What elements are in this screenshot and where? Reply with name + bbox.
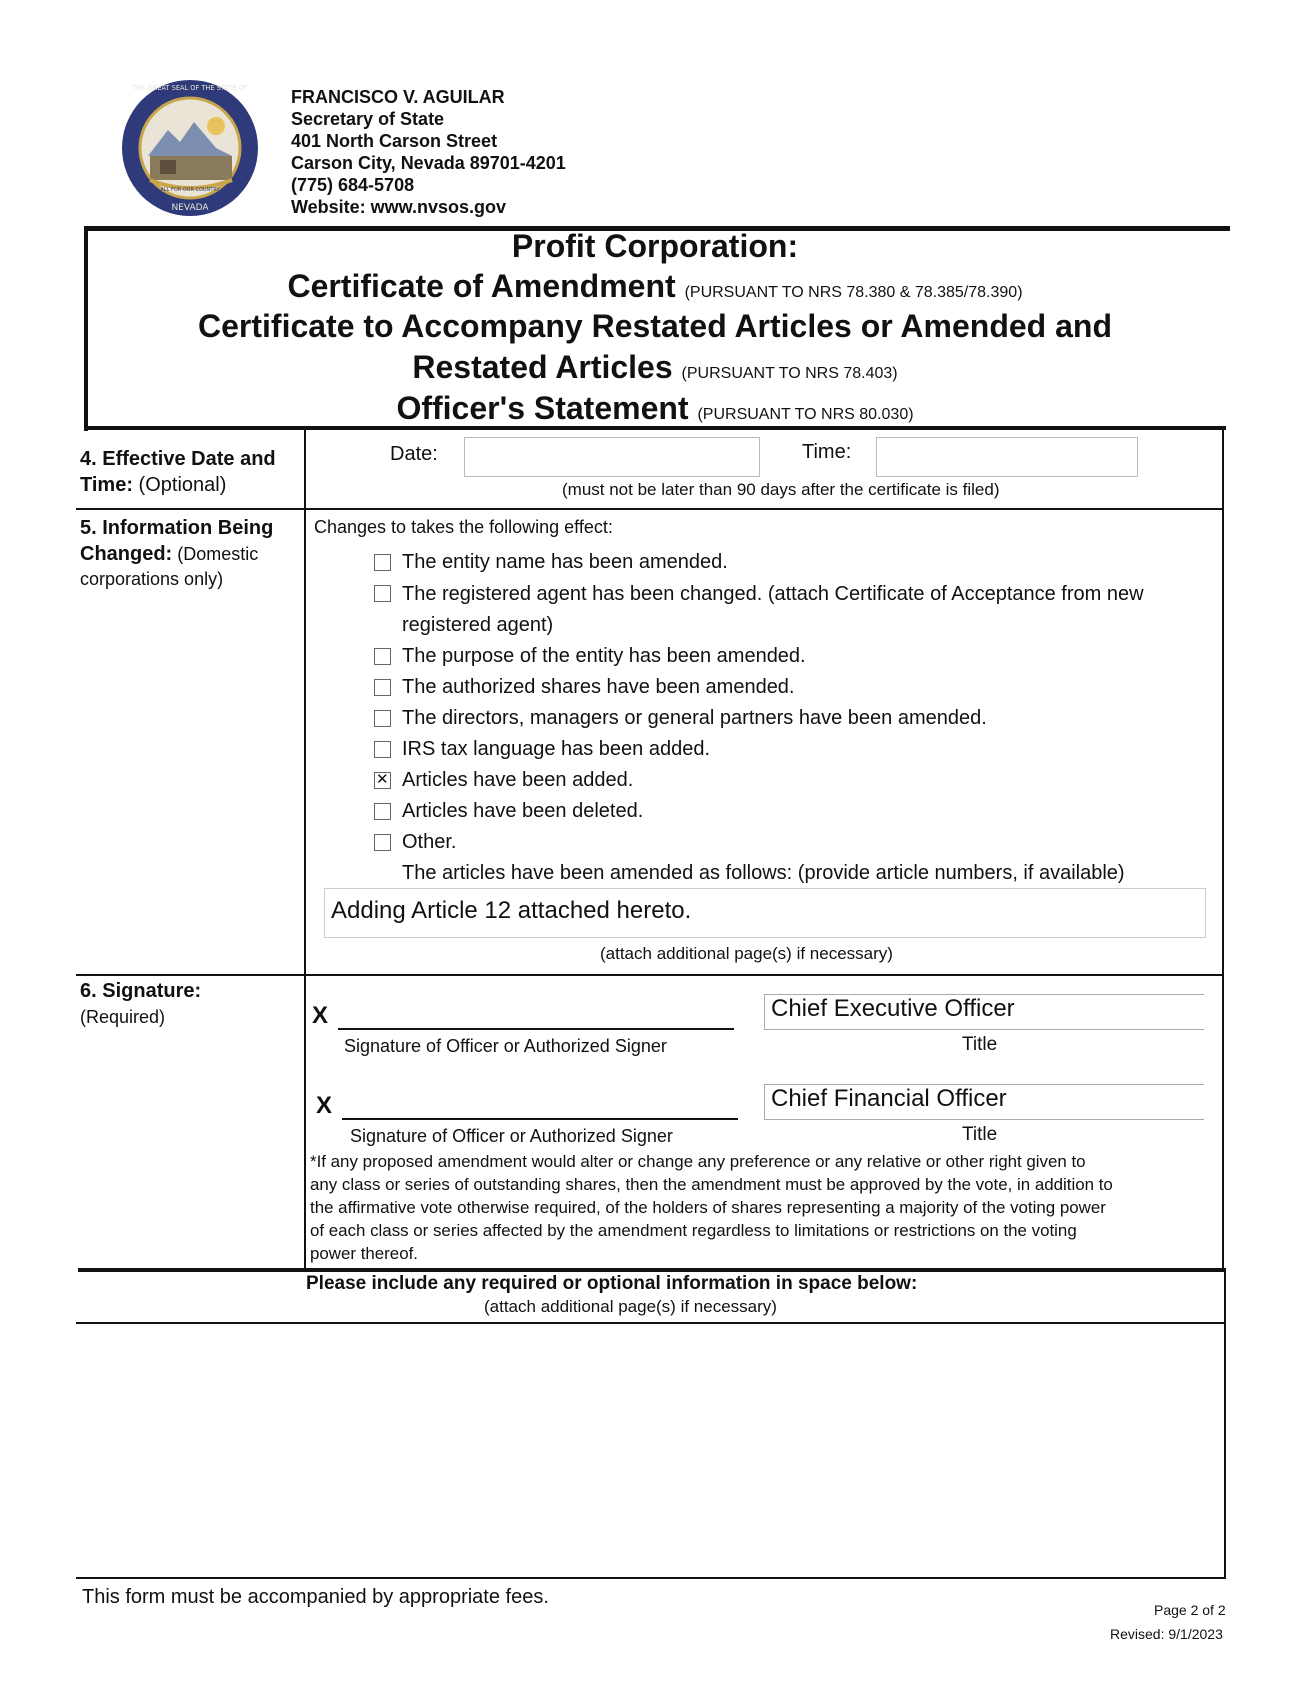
row-divider [78,1268,1226,1272]
option-label: The purpose of the entity has been amended. [402,645,806,667]
changes-intro: Changes to takes the following effect: [314,517,613,537]
form-title-line2-note: (PURSUANT TO NRS 78.380 & 78.385/78.390) [684,284,1023,301]
date-field[interactable] [464,437,760,477]
section6-label-note: (Required) [80,1007,166,1027]
form-title-line4 [130,349,1180,386]
row-divider [76,508,1224,510]
extra-right-border [1224,1270,1226,1578]
title-field-1[interactable] [764,994,1204,1030]
amended-prompt: The articles have been amended as follows: (provide article numbers, if available) [402,862,1125,884]
form-title-line4-note: (PURSUANT TO NRS 78.403) [681,365,898,382]
footnote-line: of each class or series affected by the amendment regardless to limitations or restrictions on the voting [310,1221,1077,1240]
option-label: Other. [402,831,457,853]
office-website: Website: www.nvsos.gov [291,197,507,217]
title-field-1-value: Chief Executive Officer [771,995,1015,1022]
section4-label [80,446,276,498]
option-checkbox-checked[interactable] [374,772,391,789]
seal-ring-text: THE GREAT SEAL OF THE STATE OF [132,84,248,92]
time-label: Time: [802,441,852,463]
option-checkbox[interactable] [374,741,391,758]
form-title-line4-main: Restated Articles [412,349,673,385]
signature-caption: Signature of Officer or Authorized Signer [350,1126,673,1146]
row-divider [76,1322,1226,1324]
seal-motto-text: ALL FOR OUR COUNTRY [160,187,220,193]
section5-label [80,515,273,591]
state-seal-logo [120,78,260,218]
form-title-line5-note: (PURSUANT TO NRS 80.030) [697,406,914,423]
row-divider [76,974,1224,976]
option-checkbox[interactable] [374,648,391,665]
extra-info-heading: Please include any required or optional information in space below: [306,1273,918,1294]
bottom-border [76,1577,1226,1579]
footnote-line: the affirmative vote otherwise required, of the holders of shares representing a majority of the voting power [310,1198,1106,1217]
official-name: FRANCISCO V. AGUILAR [291,87,505,107]
extra-info-note: (attach additional page(s) if necessary) [484,1297,777,1316]
amended-articles-value: Adding Article 12 attached hereto. [331,897,692,924]
option-checkbox[interactable] [374,710,391,727]
table-top-border [84,426,1226,430]
footnote-line: power thereof. [310,1244,418,1263]
option-label: The entity name has been amended. [402,551,728,573]
option-label: The directors, managers or general partners have been amended. [402,707,987,729]
footnote-line: any class or series of outstanding shares, then the amendment must be approved by the vote, in addition to [310,1175,1113,1194]
signature-line-1[interactable] [338,1000,734,1030]
option-checkbox[interactable] [374,834,391,851]
title-caption: Title [962,1124,998,1145]
section6-label [80,978,201,1030]
office-city: Carson City, Nevada 89701-4201 [291,153,566,173]
form-title-line2 [130,268,1180,305]
form-title-line1: Profit Corporation: [511,228,799,264]
table-right-border [1222,426,1224,1270]
amendment-footnote [310,1150,1225,1265]
form-title-line2-main: Certificate of Amendment [287,268,676,304]
section4-label-title2: Time: [80,474,133,496]
form-title-line5-main: Officer's Statement [396,390,689,426]
option-checkbox[interactable] [374,585,391,602]
official-office: Secretary of State [291,109,445,129]
option-label: Articles have been added. [402,769,634,791]
section6-label-title: 6. Signature: [80,980,202,1002]
option-label: The registered agent has been changed. (attach Certificate of Acceptance from new [402,583,1144,605]
section5-label-title2: Changed: [80,543,173,565]
signature-x-mark: X [312,1002,329,1029]
form-title-line5 [130,390,1180,427]
title-field-2-value: Chief Financial Officer [771,1085,1007,1112]
extra-info-area[interactable] [78,1326,1222,1574]
date-hint: (must not be later than 90 days after the certificate is filed) [562,480,1000,499]
amended-articles-field[interactable] [324,888,1206,938]
signature-x-mark: X [316,1092,333,1119]
title-field-2[interactable] [764,1084,1204,1120]
option-checkbox[interactable] [374,679,391,696]
label-column-divider [304,428,306,1270]
fees-notice: This form must be accompanied by appropriate fees. [82,1586,549,1608]
section5-label-note: (Domestic [177,544,259,564]
section5-label-note2: corporations only) [80,569,224,589]
signature-line-2[interactable] [342,1090,738,1120]
seal-icon [120,78,260,218]
section5-label-title: 5. Information Being [80,517,274,539]
signature-caption: Signature of Officer or Authorized Signer [344,1036,667,1056]
option-checkbox[interactable] [374,554,391,571]
office-street: 401 North Carson Street [291,131,498,151]
seal-state-text: NEVADA [171,203,209,213]
date-label: Date: [390,443,438,465]
option-label: Articles have been deleted. [402,800,644,822]
option-label: The authorized shares have been amended. [402,676,795,698]
time-field[interactable] [876,437,1138,477]
form-title-line3: Certificate to Accompany Restated Articles or Amended and [198,308,1112,344]
option-label-continued: registered agent) [402,614,554,636]
footnote-line: *If any proposed amendment would alter or change any preference or any relative or other right given to [310,1152,1086,1171]
option-checkbox[interactable] [374,803,391,820]
section4-label-note: (Optional) [138,474,227,496]
option-label: IRS tax language has been added. [402,738,711,760]
office-phone: (775) 684-5708 [291,175,415,195]
attach-note: (attach additional page(s) if necessary) [600,944,893,963]
section4-label-title: 4. Effective Date and [80,448,276,470]
page-number: Page 2 of 2 [1154,1602,1226,1618]
revised-date: Revised: 9/1/2023 [1110,1626,1223,1642]
title-caption: Title [962,1034,998,1055]
